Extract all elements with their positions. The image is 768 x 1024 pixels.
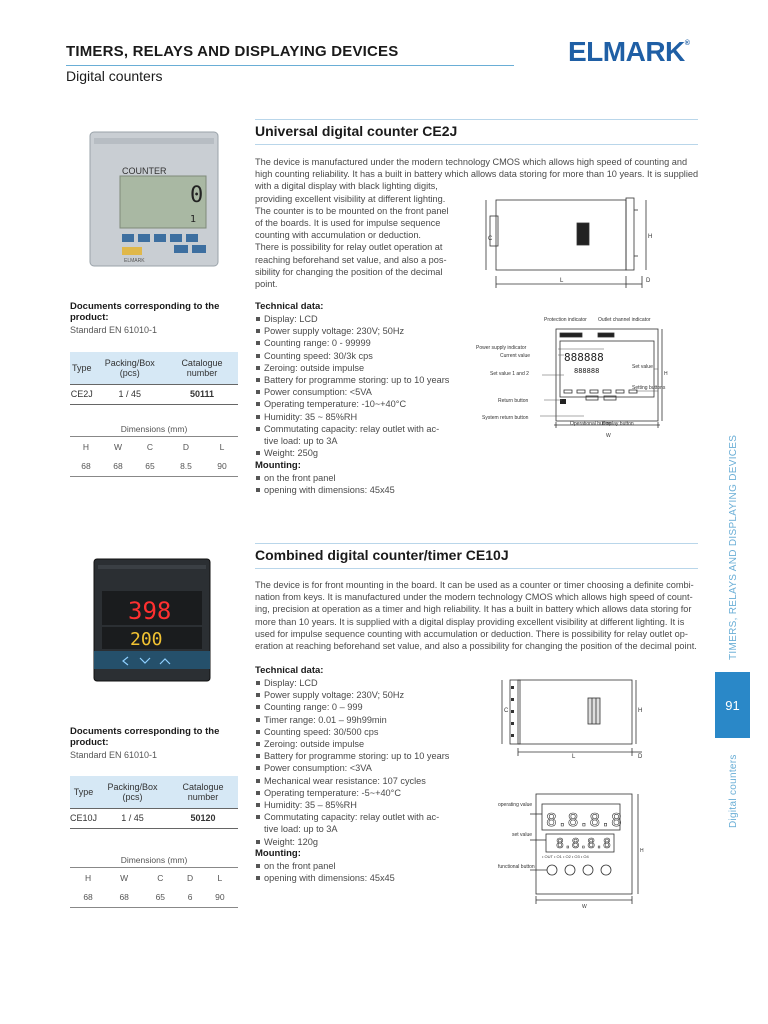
desc-line: point.	[255, 279, 278, 290]
mounting-item: opening with dimensions: 45x45	[255, 872, 455, 884]
callout-label: operating value	[498, 802, 533, 808]
spec-item: Humidity: 35 – 85%RH	[255, 799, 455, 811]
side-view-diagram-ce2j	[482, 196, 658, 292]
product-title-ce2j: Universal digital counter CE2J	[255, 123, 458, 139]
dim-label: D	[638, 754, 643, 760]
callout-label: W	[606, 433, 611, 439]
callout-label: Return button	[498, 398, 529, 404]
spec-item: Display: LCD	[255, 677, 455, 689]
dim-value: 68	[70, 457, 102, 477]
desc-line: There is possibility for relay outlet operation at	[255, 242, 443, 253]
spec-item: Counting speed: 30/500 cps	[255, 726, 455, 738]
table-header: Packing/Box (pcs)	[97, 776, 168, 808]
table-header: Catalogue number	[168, 776, 238, 808]
spec-item: Timer range: 0.01 – 99h99min	[255, 714, 455, 726]
dim-header: L	[202, 868, 238, 888]
side-section-label: Digital counters	[728, 754, 739, 828]
dim-value: 90	[206, 457, 238, 477]
table-header: Catalogue number	[166, 352, 238, 384]
front-digits-small: 888888	[574, 367, 600, 375]
product-photo-ce10j	[88, 553, 216, 687]
desc-line: nation from keys. It is manufactured under the modern technology CMOS which allows high speed of count-	[255, 592, 693, 603]
dim-label: C	[488, 236, 493, 242]
dim-value: 8.5	[166, 457, 206, 477]
dim-header: W	[106, 868, 142, 888]
device-label: COUNTER	[122, 166, 167, 176]
section-rule	[255, 543, 698, 544]
dim-value: 68	[106, 888, 142, 908]
cell-type: CE2J	[70, 384, 94, 404]
spec-item: Power consumption: <5VA	[255, 386, 455, 398]
spec-item: Counting range: 0 - 99999	[255, 337, 455, 349]
callout-label: functional button	[498, 864, 535, 870]
packing-table-ce2j	[70, 352, 238, 405]
dim-label: H	[638, 708, 643, 714]
dim-header: L	[206, 437, 238, 457]
front-digits-small: 8.8.8.8	[556, 837, 611, 852]
cell-packing: 1 / 45	[94, 384, 166, 404]
dim-header: H	[70, 437, 102, 457]
front-digits: 888888	[564, 351, 604, 364]
desc-line: more than 10 years. It is supplied with a digital display providing excellent visibility at different lighting. It is	[255, 616, 685, 627]
desc-line: eration at reaching beforehand set value, and also a possibility for changing the position of the decimal point.	[255, 641, 697, 652]
dim-header: H	[70, 868, 106, 888]
spec-item: Commutating capacity: relay outlet with ac- tive load: up to 3A	[255, 423, 455, 447]
mounting-heading: Mounting:	[255, 460, 301, 471]
spec-item: Weight: 120g	[255, 836, 455, 848]
callout-label: W	[582, 904, 587, 908]
spec-item: Power supply voltage: 230V; 50Hz	[255, 689, 455, 701]
desc-line: used for impulse sequence counting with accumulation or deduction. There is possibility for relay outlet op-	[255, 628, 688, 639]
callout-label: H	[664, 371, 668, 377]
cell-catalogue: 50120	[168, 808, 238, 828]
desc-line: providing excellent visibility at different lighting.	[255, 193, 446, 204]
desc-line: sibility for changing the position of the decimal	[255, 266, 443, 277]
page-subtitle: Digital counters	[66, 68, 163, 84]
dim-value: 6	[178, 888, 201, 908]
cell-packing: 1 / 45	[97, 808, 168, 828]
device-digit-bottom: 1	[190, 214, 197, 225]
mounting-item: on the front panel	[255, 860, 455, 872]
mounting-list-ce10j	[255, 860, 455, 884]
dim-label: L	[560, 278, 564, 284]
callout-label: H	[640, 848, 644, 854]
page-number: 91	[715, 672, 750, 738]
spec-item: Operating temperature: -5~+40°C	[255, 787, 455, 799]
dim-value: 65	[142, 888, 178, 908]
device-display-bottom: 200	[130, 629, 163, 650]
dimensions-title: Dimensions (mm)	[120, 424, 188, 434]
spec-item: Power supply voltage: 230V; 50Hz	[255, 325, 455, 337]
dim-header: D	[178, 868, 201, 888]
desc-line: high counting reliability. It has a built in battery which allows data storing for more than 10 years. It is supplied	[255, 169, 699, 180]
mounting-heading: Mounting:	[255, 848, 301, 859]
callout-label: Outlet channel indicator	[598, 317, 651, 323]
callout-label: Set value	[632, 364, 653, 370]
callout-label: System return button	[482, 415, 529, 421]
product-photo-ce2j	[86, 128, 222, 270]
callout-label: Set value 1 and 2	[490, 371, 529, 377]
dim-header: C	[142, 868, 178, 888]
table-row	[70, 808, 238, 828]
device-display-top: 398	[128, 597, 172, 625]
tech-specs-list-ce10j	[255, 677, 455, 848]
packing-table-ce10j	[70, 776, 238, 829]
dimensions-table-ce2j	[70, 436, 238, 477]
tech-data-heading: Technical data:	[255, 665, 324, 676]
desc-line: The device is for front mounting in the board. It can be used as a counter or timer choosing a definite combi-	[255, 580, 694, 590]
dim-value: 65	[134, 457, 166, 477]
device-brand: ELMARK	[124, 258, 145, 264]
desc-line: ing, precision at operation as a timer and high reliability. It has a built in battery which allows data storing for	[255, 604, 692, 615]
dim-label: L	[572, 754, 576, 760]
callout-label: Display button	[602, 421, 634, 427]
front-view-diagram-ce10j	[494, 790, 658, 908]
table-row	[70, 384, 238, 404]
callout-label: Power supply indicator	[476, 345, 527, 351]
product-description-ce10j	[255, 579, 700, 652]
device-digit-top: 0	[190, 183, 204, 208]
spec-item: Humidity: 35 ~ 85%RH	[255, 411, 455, 423]
callout-label: Current value	[500, 353, 531, 359]
spec-item: Commutating capacity: relay outlet with ac- tive load: up to 3A	[255, 811, 455, 835]
dim-header: D	[166, 437, 206, 457]
spec-item: Zeroing: outside impulse	[255, 738, 455, 750]
table-header: Type	[70, 352, 94, 384]
dim-label: D	[646, 278, 651, 284]
dim-value: 68	[70, 888, 106, 908]
docs-heading: Documents corresponding to the product:	[70, 301, 220, 323]
desc-line: of the boards. It is used for impulse sequence	[255, 218, 441, 229]
spec-item: Zeroing: outside impulse	[255, 362, 455, 374]
docs-standard: Standard EN 61010-1	[70, 325, 158, 335]
dim-header: C	[134, 437, 166, 457]
brand-logo: ELMARK®	[568, 36, 690, 67]
dim-header: W	[102, 437, 134, 457]
dim-value: 90	[202, 888, 238, 908]
spec-item: Weight: 250g	[255, 447, 455, 459]
section-rule	[255, 568, 698, 569]
table-header: Type	[70, 776, 97, 808]
spec-item: Mechanical wear resistance: 107 cycles	[255, 775, 455, 787]
mounting-item: opening with dimensions: 45x45	[255, 484, 455, 496]
section-rule	[255, 144, 698, 145]
spec-item: Operating temperature: -10~+40°C	[255, 398, 455, 410]
spec-item: Display: LCD	[255, 313, 455, 325]
table-header: Packing/Box (pcs)	[94, 352, 166, 384]
header-rule	[66, 65, 514, 66]
front-digits: 8.8.8.8	[546, 810, 622, 831]
desc-line: counting with accumulation or deduction.	[255, 230, 421, 241]
docs-standard: Standard EN 61010-1	[70, 750, 158, 760]
callout-label: Operational button	[570, 421, 612, 427]
dim-label: H	[648, 234, 653, 240]
callout-label: Protection indicator	[544, 317, 587, 323]
dimensions-title: Dimensions (mm)	[120, 855, 188, 865]
desc-line: reaching beforehand set value, and also a pos-	[255, 254, 447, 265]
desc-line: The device is manufactured under the modern technology CMOS which allows high speed of counting and	[255, 157, 688, 167]
indicator-labels: • OUT • O1 • O2 • O3 • O4	[542, 854, 589, 859]
docs-heading: Documents corresponding to the product:	[70, 726, 220, 748]
spec-item: Power consumption: <3VA	[255, 762, 455, 774]
dim-value: 68	[102, 457, 134, 477]
front-view-diagram-ce2j	[474, 313, 696, 441]
spec-item: Battery for programme storing: up to 10 years	[255, 750, 455, 762]
spec-item: Counting range: 0 – 999	[255, 701, 455, 713]
callout-label: set value	[512, 832, 533, 838]
cell-catalogue: 50111	[166, 384, 238, 404]
side-category-label: TIMERS, RELAYS AND DISPLAYING DEVICES	[728, 434, 739, 660]
section-rule	[255, 119, 698, 120]
cell-type: CE10J	[70, 808, 97, 828]
mounting-list-ce2j	[255, 472, 455, 496]
dim-label: C	[504, 708, 509, 714]
tech-data-heading: Technical data:	[255, 301, 324, 312]
tech-specs-list-ce2j	[255, 313, 455, 459]
desc-line: The counter is to be mounted on the front panel	[255, 205, 449, 216]
side-view-diagram-ce10j	[496, 676, 658, 762]
desc-line: with a digital display with black lighting digits,	[255, 181, 438, 192]
page-title: TIMERS, RELAYS AND DISPLAYING DEVICES	[66, 43, 399, 60]
callout-label: Setting buttons	[632, 385, 666, 391]
mounting-item: on the front panel	[255, 472, 455, 484]
spec-item: Counting speed: 30/3k cps	[255, 350, 455, 362]
dimensions-table-ce10j	[70, 867, 238, 908]
product-title-ce10j: Combined digital counter/timer CE10J	[255, 547, 509, 563]
spec-item: Battery for programme storing: up to 10 years	[255, 374, 455, 386]
